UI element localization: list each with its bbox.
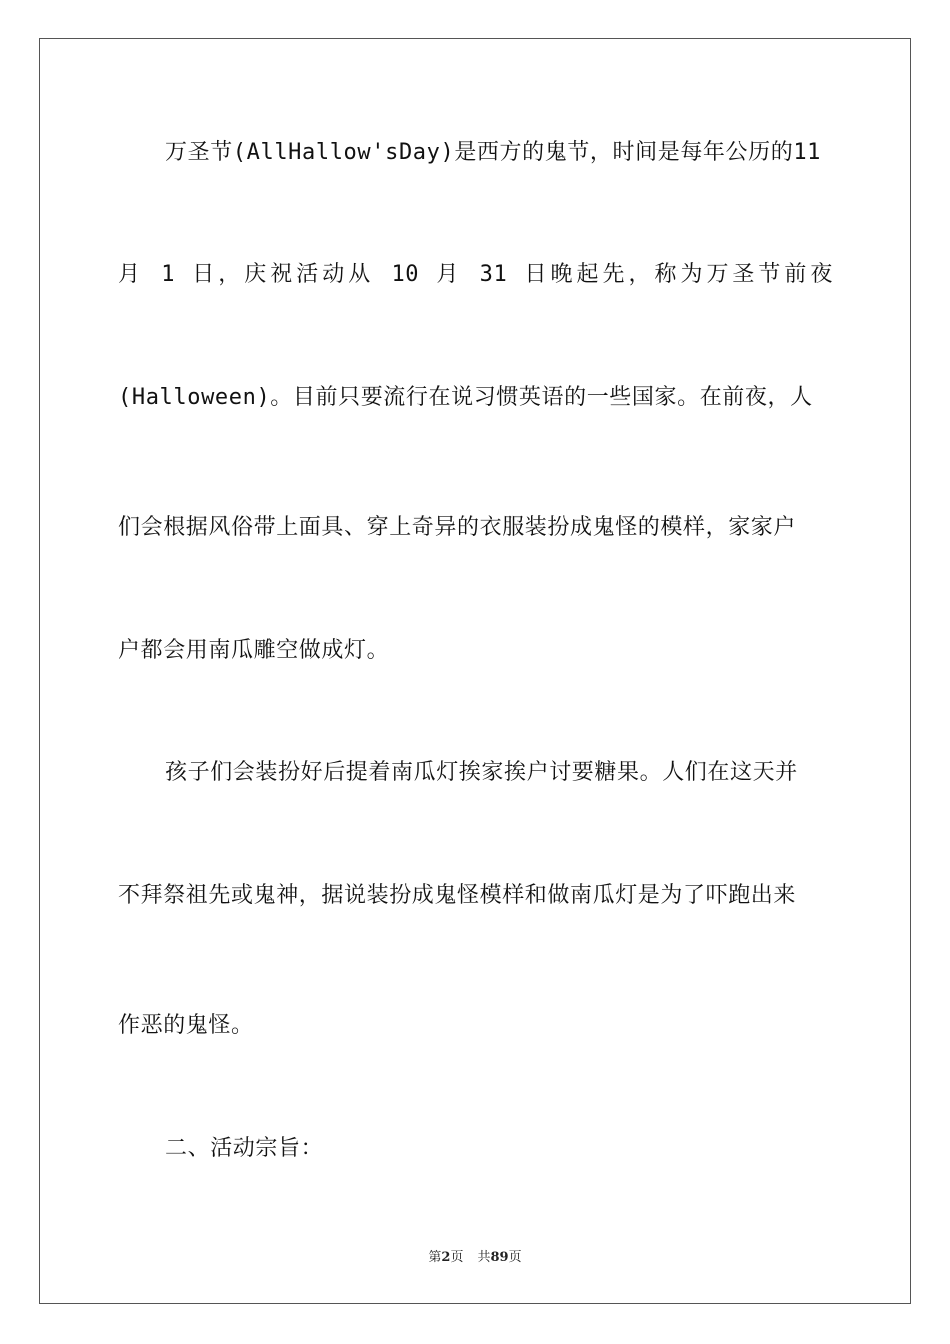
section-heading: 二、活动宗旨： [165,1136,324,1161]
page-number: 2 [441,1250,451,1265]
paragraph-line: 户都会用南瓜雕空做成灯。 [118,638,390,663]
page-prefix: 第 [428,1250,442,1265]
page-footer [0,1246,950,1265]
page-suffix: 页 [450,1250,464,1265]
total-pages: 89 [490,1250,509,1265]
paragraph-line: 孩子们会装扮好后提着南瓜灯挨家挨户讨要糖果。人们在这天并 [165,760,798,785]
page-frame [39,38,911,1304]
paragraph-line: 月 1 日，庆祝活动从 10 月 31 日晚起先，称为万圣节前夜 [118,262,833,287]
paragraph-line: 们会根据风俗带上面具、穿上奇异的衣服装扮成鬼怪的模样，家家户 [118,515,797,540]
paragraph-line: 不拜祭祖先或鬼神，据说装扮成鬼怪模样和做南瓜灯是为了吓跑出来 [118,883,797,908]
paragraph-line: 万圣节(AllHallow'sDay)是西方的鬼节，时间是每年公历的11 [165,140,822,165]
paragraph-line: 作恶的鬼怪。 [118,1013,254,1038]
total-prefix: 共 [477,1250,491,1265]
paragraph-line: (Halloween)。目前只要流行在说习惯英语的一些国家。在前夜，人 [118,385,813,410]
total-suffix: 页 [508,1250,522,1265]
